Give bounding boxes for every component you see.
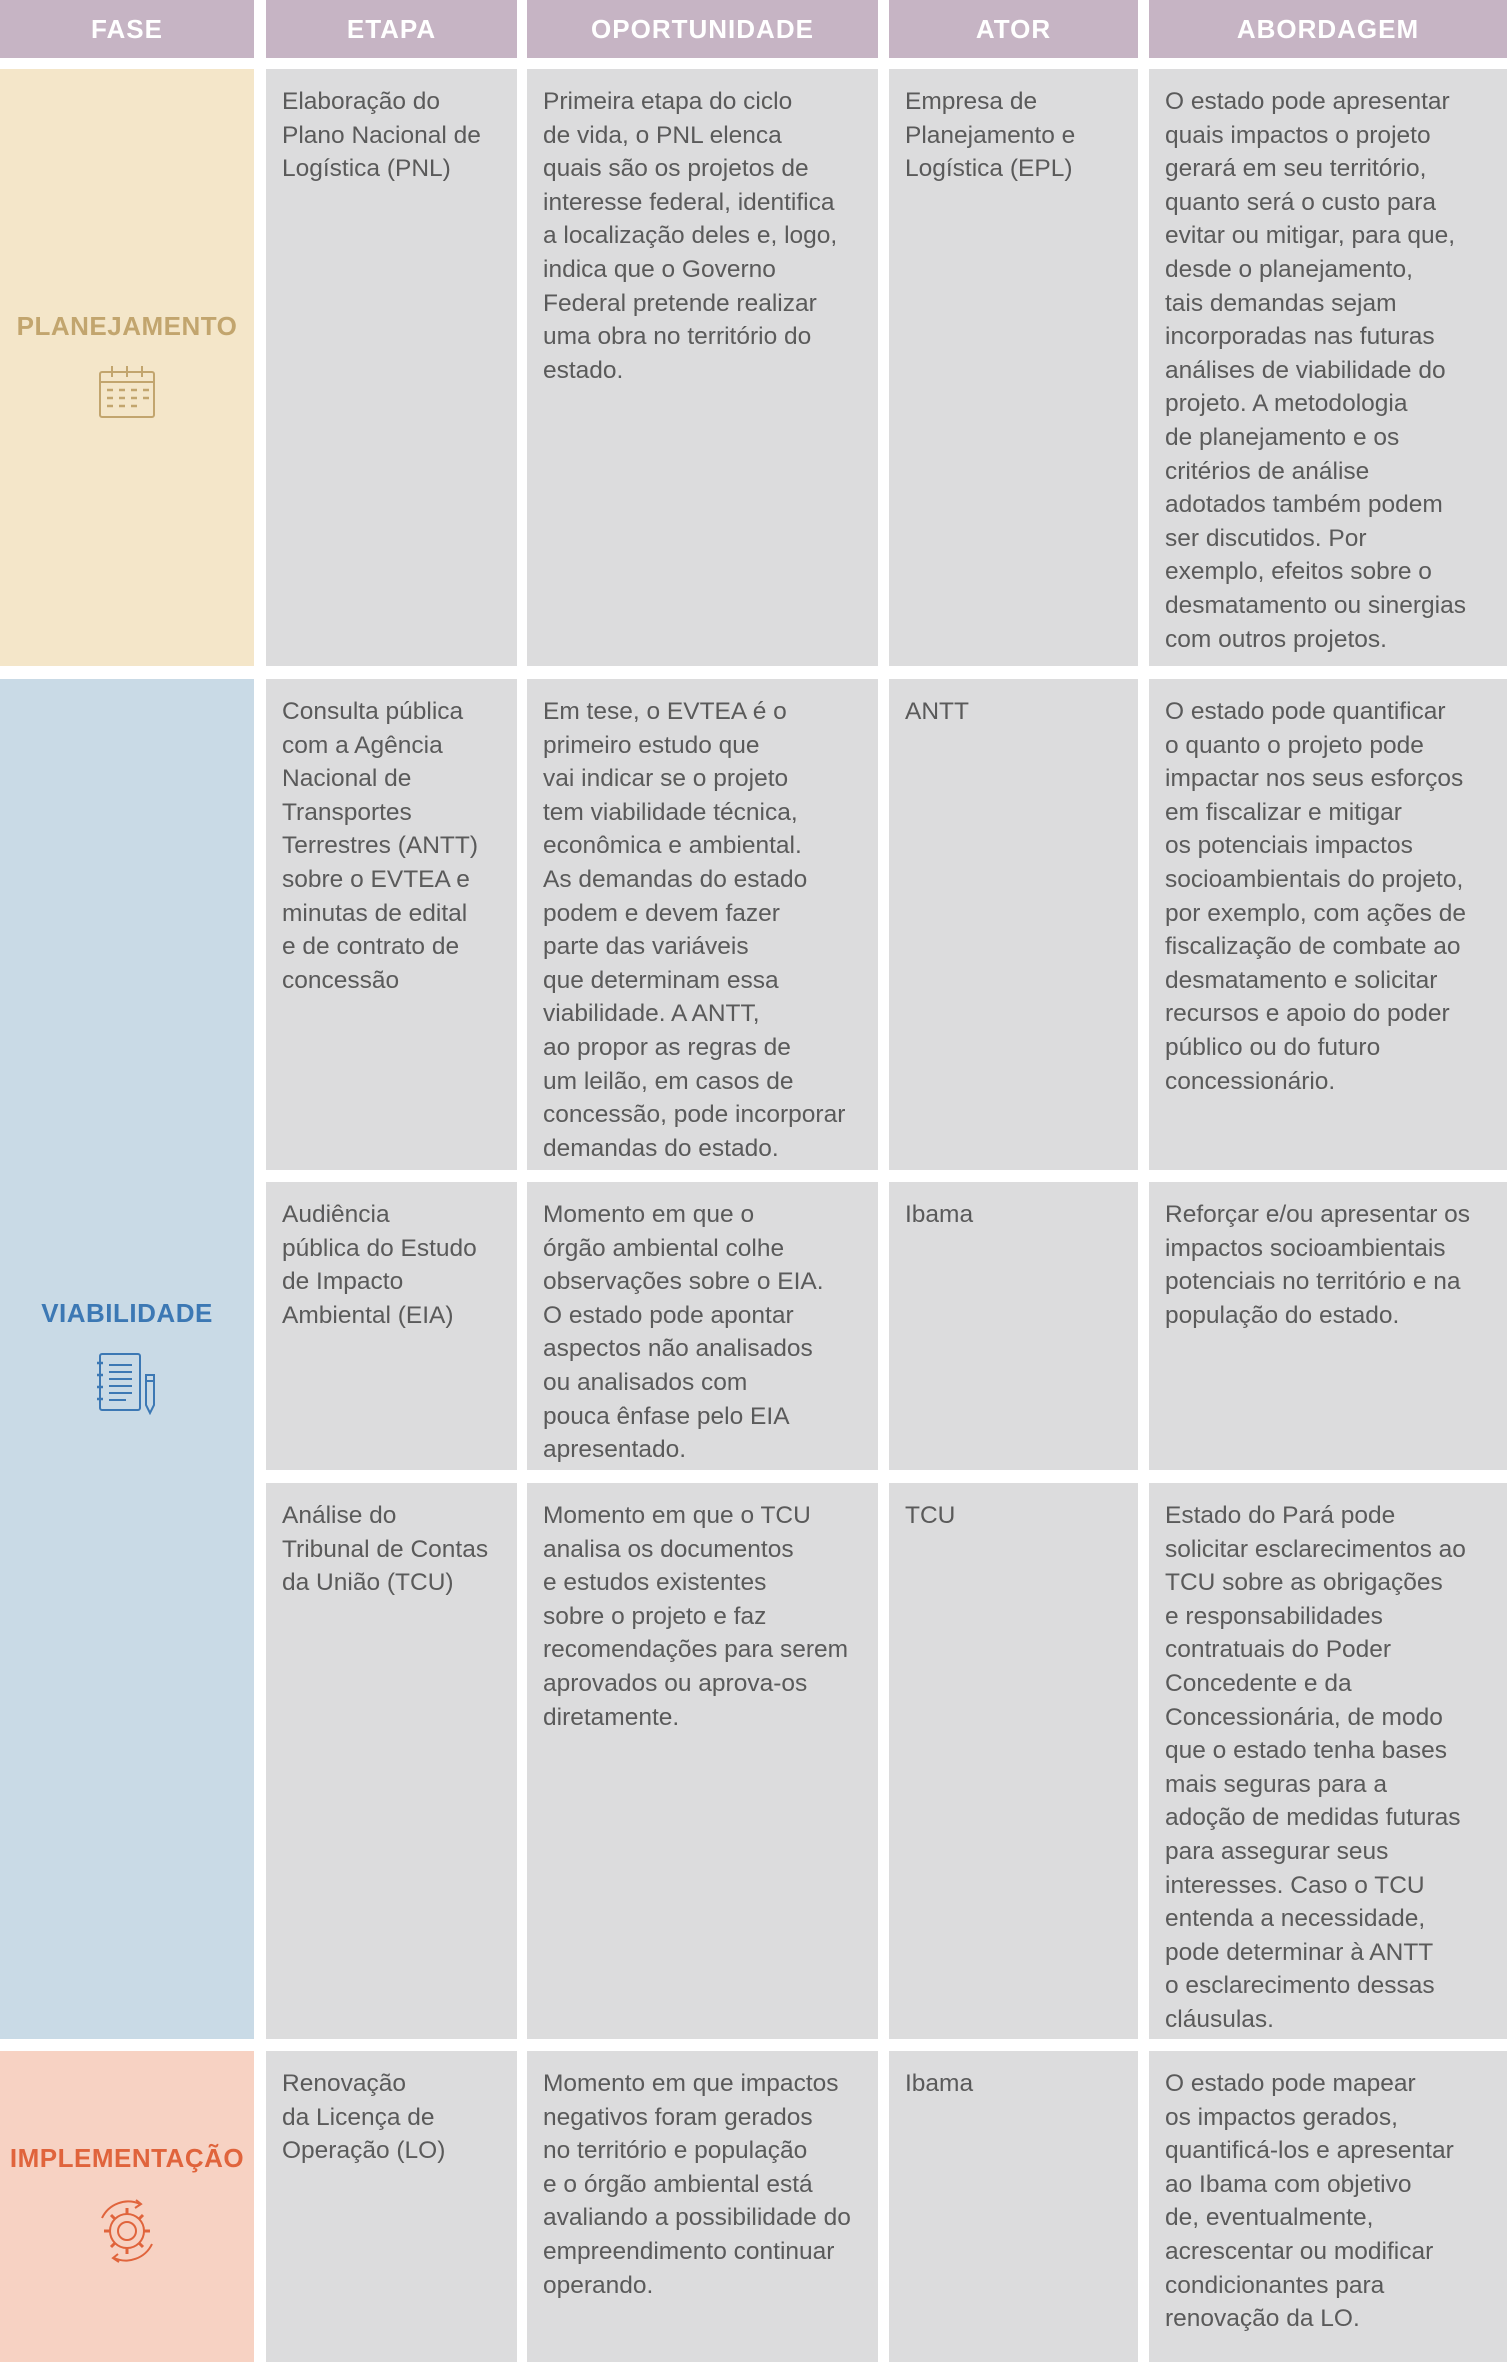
row-3-oportunidade: Momento em que o órgão ambiental colhe observações sobre o EIA. O estado pode apontar aspectos não analisados ou analisados com pouca ênfase pelo EIA apresentado. (527, 1182, 878, 1470)
phase-implementacao (0, 2051, 254, 2362)
row-4-oportunidade: Momento em que o TCU analisa os documentos e estudos existentes sobre o projeto e faz recomendações para serem aprovados ou aprova-os diretamente. (527, 1483, 878, 2039)
row-4-etapa: Análise do Tribunal de Contas da União (TCU) (266, 1483, 517, 2039)
row-1-ator: Empresa de Planejamento e Logística (EPL) (889, 69, 1138, 666)
row-1-etapa: Elaboração do Plano Nacional de Logística (PNL) (266, 69, 517, 666)
row-2-ator: ANTT (889, 679, 1138, 1170)
header-etapa: ETAPA (266, 0, 517, 58)
phase-viabilidade (0, 679, 254, 2039)
header-fase: FASE (0, 0, 254, 58)
row-5-etapa: Renovação da Licença de Operação (LO) (266, 2051, 517, 2362)
phase-label-viabilidade: VIABILIDADE (41, 1298, 213, 1328)
row-3-abordagem: Reforçar e/ou apresentar os impactos socioambientais potenciais no território e na população do estado. (1149, 1182, 1507, 1470)
row-2-oportunidade: Em tese, o EVTEA é o primeiro estudo que vai indicar se o projeto tem viabilidade técnica, econômica e ambiental. As demandas do estado podem e devem fazer parte das variáveis que determinam essa viabilidade. A ANTT, ao propor as regras de um leilão, em casos de concessão, pode incorporar demandas do estado. (527, 679, 878, 1170)
row-2-abordagem: O estado pode quantificar o quanto o projeto pode impactar nos seus esforços em fiscalizar e mitigar os potenciais impactos socioambientais do projeto, por exemplo, com ações de fiscalização de combate ao desmatamento e solicitar recursos e apoio do poder público ou do futuro concessionário. (1149, 679, 1507, 1170)
row-5-abordagem: O estado pode mapear os impactos gerados, quantificá-los e apresentar ao Ibama com objetivo de, eventualmente, acrescentar ou modificar condicionantes para renovação da LO. (1149, 2051, 1507, 2362)
row-1-oportunidade: Primeira etapa do ciclo de vida, o PNL elenca quais são os projetos de interesse federal, identifica a localização deles e, logo, indica que o Governo Federal pretende realizar uma obra no território do estado. (527, 69, 878, 666)
phase-label-planejamento: PLANEJAMENTO (16, 310, 238, 341)
phase-planejamento (0, 69, 254, 666)
phase-label-implementacao: IMPLEMENTAÇÃO (9, 2142, 245, 2173)
row-5-oportunidade: Momento em que impactos negativos foram gerados no território e população e o órgão ambiental está avaliando a possibilidade do empreendimento continuar operando. (527, 2051, 878, 2362)
row-4-ator: TCU (889, 1483, 1138, 2039)
row-3-etapa: Audiência pública do Estudo de Impacto Ambiental (EIA) (266, 1182, 517, 1470)
row-1-abordagem: O estado pode apresentar quais impactos o projeto gerará em seu território, quanto será o custo para evitar ou mitigar, para que, desde o planejamento, tais demandas sejam incorporadas nas futuras análises de viabilidade do projeto. A metodologia de planejamento e os critérios de análise adotados também podem ser discutidos. Por exemplo, efeitos sobre o desmatamento ou sinergias com outros projetos. (1149, 69, 1507, 666)
row-5-ator: Ibama (889, 2051, 1138, 2362)
calendar-icon (97, 364, 157, 425)
header-oportunidade: OPORTUNIDADE (527, 0, 878, 58)
document-pencil-icon (96, 1351, 158, 1420)
row-4-abordagem: Estado do Pará pode solicitar esclarecimentos ao TCU sobre as obrigações e responsabilidades contratuais do Poder Concedente e da Concessionária, de modo que o estado tenha bases mais seguras para a adoção de medidas futuras para assegurar seus interesses. Caso o TCU entenda a necessidade, pode determinar à ANTT o esclarecimento dessas cláusulas. (1149, 1483, 1507, 2039)
header-abordagem: ABORDAGEM (1149, 0, 1507, 58)
row-3-ator: Ibama (889, 1182, 1138, 1470)
header-ator: ATOR (889, 0, 1138, 58)
gear-icon (92, 2196, 162, 2271)
row-2-etapa: Consulta pública com a Agência Nacional de Transportes Terrestres (ANTT) sobre o EVTEA e minutas de edital e de contrato de concessão (266, 679, 517, 1170)
